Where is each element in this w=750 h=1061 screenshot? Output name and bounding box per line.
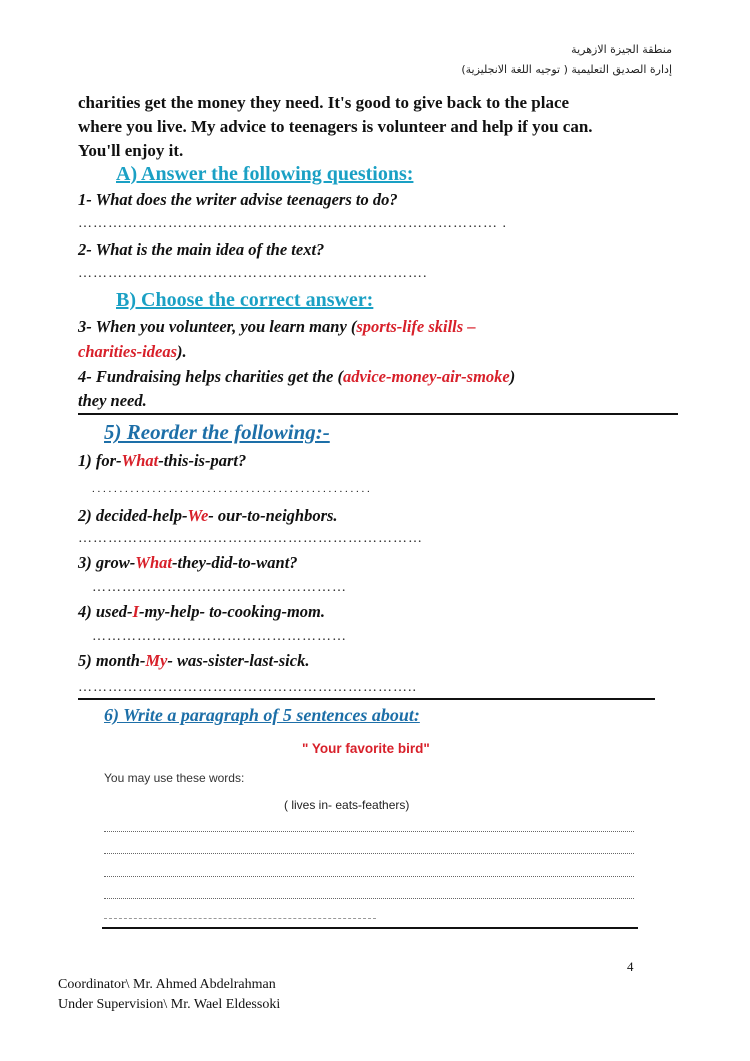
reorder-item-3-capital: What bbox=[135, 553, 172, 572]
question-4-text: 4- Fundraising helps charities get the ( bbox=[78, 367, 343, 386]
question-3-cont bbox=[78, 342, 187, 362]
reorder-item-3 bbox=[78, 553, 298, 573]
question-1: 1- What does the writer advise teenagers to do? bbox=[78, 190, 398, 209]
header-region: منطقة الجيزة الازهرية bbox=[571, 43, 672, 56]
section-6-heading: 6) Write a paragraph of 5 sentences about: bbox=[104, 705, 420, 725]
reorder-item-5-post: - was-sister-last-sick. bbox=[167, 651, 310, 670]
header-department: إدارة الصديق التعليمية ( توجيه اللغة الانجليزية) bbox=[461, 63, 672, 76]
question-4-cont: they need. bbox=[78, 391, 147, 410]
reorder-answer-2: …………………………………………………………… bbox=[78, 531, 423, 546]
writing-line-5[interactable] bbox=[104, 918, 376, 919]
section-5-heading: 5) Reorder the following:- bbox=[104, 420, 330, 444]
writing-line-1[interactable] bbox=[104, 831, 634, 832]
reorder-answer-5: ………………………………………………………….. bbox=[78, 680, 417, 695]
question-3-options-b: charities-ideas bbox=[78, 342, 177, 361]
reorder-item-5-pre: 5) month- bbox=[78, 651, 146, 670]
reorder-item-5-capital: My bbox=[145, 651, 168, 670]
question-3-text: 3- When you volunteer, you learn many ( bbox=[78, 317, 357, 336]
reorder-item-2-pre: 2) decided-help- bbox=[78, 506, 188, 525]
answer-line-1: ………………………………………………………………………… . bbox=[78, 216, 507, 231]
question-3 bbox=[78, 317, 476, 337]
reorder-item-4-post: -my-help- to-cooking-mom. bbox=[138, 602, 326, 621]
divider-1 bbox=[78, 413, 678, 415]
page-number: 4 bbox=[627, 959, 634, 974]
reorder-answer-1: . . . . . . . . . . . . . . . . . . . . . . . . . . . . . . . . . . . . . . . . . . . . . . . . . . . bbox=[92, 483, 370, 495]
reorder-item-3-pre: 3) grow- bbox=[78, 553, 136, 572]
reorder-answer-4: …………………………………………… bbox=[92, 629, 347, 644]
question-3-close: ). bbox=[177, 342, 187, 361]
answer-line-2: ……………………………………………………………. bbox=[78, 266, 428, 281]
question-4-close: ) bbox=[509, 367, 516, 386]
reorder-item-1-pre: 1) for- bbox=[78, 451, 122, 470]
passage-line-3: You'll enjoy it. bbox=[78, 141, 184, 160]
writing-line-2[interactable] bbox=[104, 853, 634, 854]
divider-3 bbox=[102, 927, 638, 929]
reorder-item-1 bbox=[78, 451, 246, 471]
reorder-item-2-post: - our-to-neighbors. bbox=[208, 506, 338, 525]
footer-coordinator: Coordinator\ Mr. Ahmed Abdelrahman bbox=[58, 977, 276, 992]
reorder-item-2-capital: We bbox=[187, 506, 209, 525]
hint-words: ( lives in- eats-feathers) bbox=[284, 798, 410, 812]
writing-line-4[interactable] bbox=[104, 898, 634, 899]
paragraph-topic: " Your favorite bird" bbox=[302, 741, 430, 756]
passage-line-1: charities get the money they need. It's good to give back to the place bbox=[78, 93, 570, 112]
reorder-item-4 bbox=[78, 602, 325, 622]
reorder-item-5 bbox=[78, 651, 309, 671]
reorder-item-1-capital: What bbox=[121, 451, 159, 470]
question-4 bbox=[78, 367, 515, 387]
reorder-item-1-post: -this-is-part? bbox=[158, 451, 247, 470]
writing-line-3[interactable] bbox=[104, 876, 634, 877]
reorder-item-2 bbox=[78, 506, 338, 526]
reorder-answer-3: …………………………………………… bbox=[92, 580, 347, 595]
question-2: 2- What is the main idea of the text? bbox=[78, 240, 325, 259]
footer-supervision: Under Supervision\ Mr. Wael Eldessoki bbox=[58, 997, 281, 1012]
reorder-item-4-pre: 4) used- bbox=[78, 602, 133, 621]
reorder-item-3-post: -they-did-to-want? bbox=[171, 553, 298, 572]
section-a-heading: A) Answer the following questions: bbox=[116, 163, 414, 185]
reorder-item-4-capital: I bbox=[132, 602, 139, 621]
hint-label: You may use these words: bbox=[104, 771, 245, 785]
section-b-heading: B) Choose the correct answer: bbox=[116, 289, 374, 311]
question-3-options-a: sports-life skills – bbox=[356, 317, 476, 336]
question-4-options: advice-money-air-smoke bbox=[342, 367, 510, 386]
divider-2 bbox=[78, 698, 655, 700]
passage-line-2: where you live. My advice to teenagers is volunteer and help if you can. bbox=[78, 117, 593, 136]
